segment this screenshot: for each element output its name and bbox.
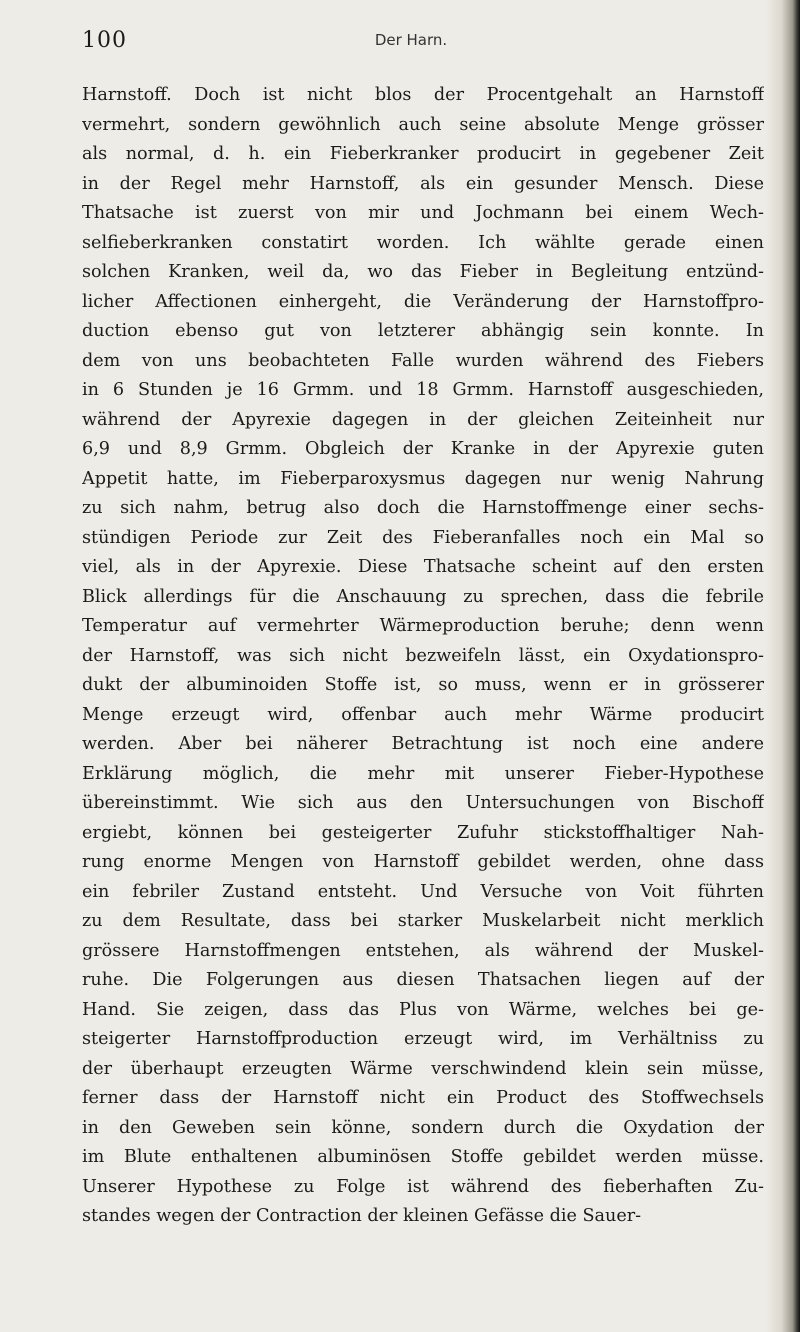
text-line: in den Geweben sein könne, sondern durch die Oxydation der (82, 1117, 764, 1138)
text-line: standes wegen der Contraction der kleinen Gefässe die Sauer- (82, 1206, 642, 1226)
text-line: Harnstoff. Doch ist nicht blos der Procentgehalt an Harnstoff (82, 85, 764, 105)
text-line: 6,9 und 8,9 Grmm. Obgleich der Kranke in der Apyrexie guten (82, 439, 764, 459)
text-line: als normal, d. h. ein Fieberkranker producirt in gegebener Zeit (82, 144, 764, 164)
text-line: in der Regel mehr Harnstoff, als ein gesunder Mensch. Diese (82, 173, 764, 194)
text-line: im Blute enthaltenen albuminösen Stoffe gebildet werden müsse. (82, 1147, 764, 1167)
text-line: der Harnstoff, was sich nicht bezweifeln lässt, ein Oxydationspro- (82, 645, 764, 666)
page-number: 100 (82, 28, 127, 53)
text-line: in 6 Stunden je 16 Grmm. und 18 Grmm. Harnstoff ausgeschieden, (82, 380, 764, 400)
text-line: zu sich nahm, betrug also doch die Harnstoffmenge einer sechs- (82, 498, 764, 518)
page-header (82, 28, 740, 58)
page-edge-shadow (766, 0, 800, 1332)
text-line: werden. Aber bei näherer Betrachtung ist noch eine andere (82, 734, 764, 754)
text-line: vermehrt, sondern gewöhnlich auch seine absolute Menge grösser (82, 114, 764, 135)
body-text (82, 81, 764, 1232)
text-line: übereinstimmt. Wie sich aus den Untersuchungen von Bischoff (82, 793, 764, 813)
text-line: während der Apyrexie dagegen in der gleichen Zeiteinheit nur (82, 409, 764, 430)
text-line: selfieberkranken constatirt worden. Ich wählte gerade einen (82, 232, 764, 253)
text-line: ferner dass der Harnstoff nicht ein Product des Stoffwechsels (82, 1088, 764, 1108)
text-line: licher Affectionen einhergeht, die Veränderung der Harnstoffpro- (82, 291, 764, 312)
text-line: Temperatur auf vermehrter Wärmeproduction beruhe; denn wenn (82, 616, 764, 636)
text-line: dukt der albuminoiden Stoffe ist, so muss, wenn er in grösserer (82, 675, 764, 695)
text-line: Blick allerdings für die Anschauung zu sprechen, dass die febrile (82, 586, 764, 607)
text-line: Unserer Hypothese zu Folge ist während des fieberhaften Zu- (82, 1176, 764, 1197)
text-line: Thatsache ist zuerst von mir und Jochmann bei einem Wech- (82, 203, 764, 223)
text-line: stündigen Periode zur Zeit des Fieberanfalles noch ein Mal so (82, 527, 764, 548)
text-line: ein febriler Zustand entsteht. Und Versuche von Voit führten (82, 881, 764, 902)
text-line: solchen Kranken, weil da, wo das Fieber in Begleitung entzünd- (82, 262, 764, 282)
text-line: rung enorme Mengen von Harnstoff gebildet werden, ohne dass (82, 852, 764, 872)
text-line: ruhe. Die Folgerungen aus diesen Thatsachen liegen auf der (82, 970, 764, 990)
text-line: viel, als in der Apyrexie. Diese Thatsache scheint auf den ersten (82, 557, 764, 577)
text-line: zu dem Resultate, dass bei starker Muskelarbeit nicht merklich (82, 911, 764, 931)
text-line: der überhaupt erzeugten Wärme verschwindend klein sein müsse, (82, 1058, 764, 1079)
text-line: duction ebenso gut von letzterer abhängig sein konnte. In (82, 321, 764, 341)
text-line: Menge erzeugt wird, offenbar auch mehr Wärme producirt (82, 704, 764, 725)
running-title: Der Harn. (374, 31, 448, 49)
text-line: Erklärung möglich, die mehr mit unserer Fieber-Hypothese (82, 763, 764, 784)
text-line: dem von uns beobachteten Falle wurden während des Fiebers (82, 350, 764, 371)
text-line: ergiebt, können bei gesteigerter Zufuhr stickstoffhaltiger Nah- (82, 822, 764, 843)
text-line: steigerter Harnstoffproduction erzeugt wird, im Verhältniss zu (82, 1029, 764, 1049)
text-line: grössere Harnstoffmengen entstehen, als während der Muskel- (82, 940, 764, 961)
text-line: Appetit hatte, im Fieberparoxysmus dagegen nur wenig Nahrung (82, 468, 764, 489)
text-line: Hand. Sie zeigen, dass das Plus von Wärme, welches bei ge- (82, 999, 764, 1020)
